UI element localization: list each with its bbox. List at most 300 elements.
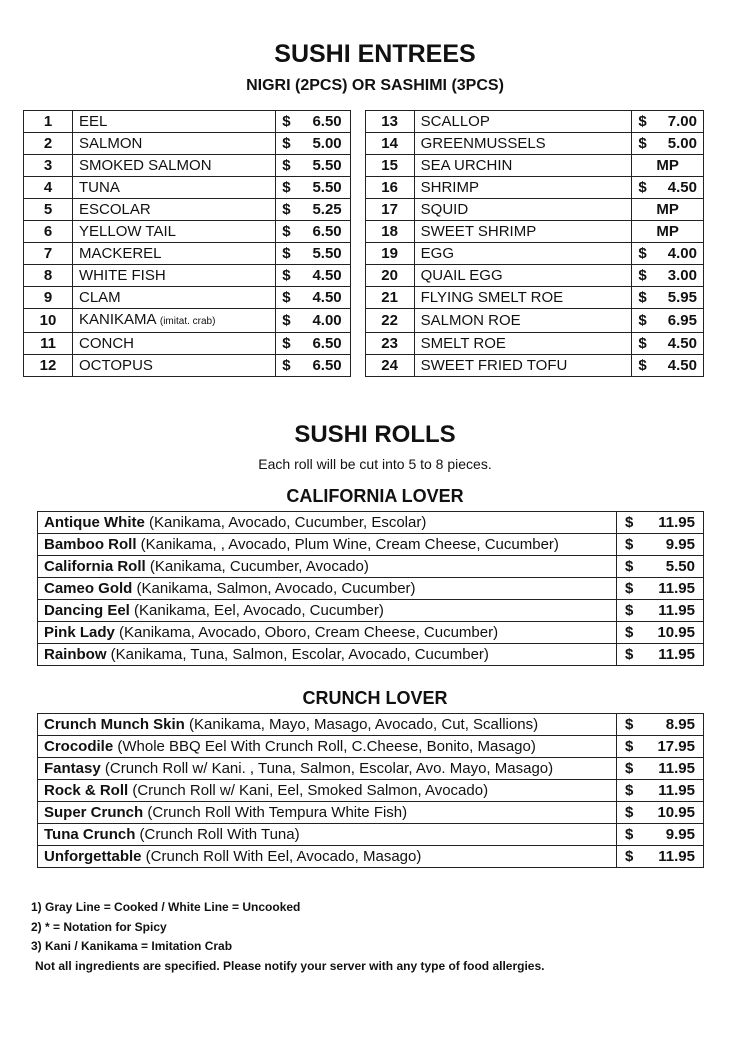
entree-price-wrap <box>282 199 341 220</box>
roll-price-wrap <box>625 824 695 845</box>
roll-description <box>38 780 617 802</box>
entree-price-value: 4.50 <box>312 267 342 284</box>
entree-price <box>276 133 350 155</box>
entree-gap <box>350 133 365 155</box>
entree-price <box>632 265 704 287</box>
entree-number: 12 <box>24 355 73 377</box>
entree-price-value: 4.50 <box>667 335 697 352</box>
roll-currency: $ <box>625 760 634 777</box>
entree-price <box>632 243 704 265</box>
entree-currency: $ <box>282 245 291 262</box>
roll-price-wrap <box>625 578 695 599</box>
entree-price-value: MP <box>656 223 679 240</box>
entree-name-text: SMOKED SALMON <box>79 157 212 174</box>
entree-name: SALMON ROE <box>414 309 632 333</box>
entree-price-wrap <box>282 111 341 132</box>
crunch-lover-heading: CRUNCH LOVER <box>302 688 448 708</box>
entree-row <box>24 355 704 377</box>
entree-currency: $ <box>282 179 291 196</box>
roll-row <box>38 780 704 802</box>
roll-ingredients: (Whole BBQ Eel With Crunch Roll, C.Cheese, Bonito, Masago) <box>113 738 536 755</box>
entree-price-wrap <box>638 177 697 198</box>
roll-currency: $ <box>625 782 634 799</box>
entree-currency: $ <box>638 245 647 262</box>
entree-gap <box>350 287 365 309</box>
roll-name: Crocodile <box>44 738 114 755</box>
entree-name: SEA URCHIN <box>414 155 632 177</box>
entree-gap <box>350 243 365 265</box>
roll-price-wrap <box>625 622 695 643</box>
roll-name: Super Crunch <box>44 804 144 821</box>
roll-ingredients: (Kanikama, Avocado, Cucumber, Escolar) <box>144 514 427 531</box>
entree-number: 7 <box>24 243 73 265</box>
roll-currency: $ <box>625 826 634 843</box>
roll-price-wrap <box>625 758 695 779</box>
entree-number: 19 <box>365 243 414 265</box>
roll-row <box>38 578 704 600</box>
footnote-kani: 3) Kani / Kanikama = Imitation Crab <box>31 939 233 953</box>
roll-ingredients: (Crunch Roll w/ Kani, Eel, Smoked Salmon, Avocado) <box>128 782 489 799</box>
entree-row <box>24 133 704 155</box>
entree-number: 17 <box>365 199 414 221</box>
roll-description <box>38 622 617 644</box>
entree-price-value: MP <box>656 201 679 218</box>
roll-ingredients: (Kanikama, Salmon, Avocado, Cucumber) <box>132 580 416 597</box>
roll-row <box>38 736 704 758</box>
sushi-entrees-subtitle: NIGRI (2PCS) OR SASHIMI (3PCS) <box>246 77 504 94</box>
entree-number: 23 <box>365 333 414 355</box>
entree-gap <box>350 199 365 221</box>
entree-number: 11 <box>24 333 73 355</box>
sushi-rolls-note: Each roll will be cut into 5 to 8 pieces. <box>258 456 492 472</box>
entree-price <box>276 333 350 355</box>
roll-price-value: 10.95 <box>657 624 695 641</box>
entree-number: 5 <box>24 199 73 221</box>
roll-name: Unforgettable <box>44 848 142 865</box>
roll-description <box>38 824 617 846</box>
roll-description <box>38 534 617 556</box>
entree-name: SQUID <box>414 199 632 221</box>
roll-price-value: 11.95 <box>658 760 695 777</box>
entree-number: 6 <box>24 221 73 243</box>
roll-currency: $ <box>625 558 634 575</box>
entree-row <box>24 287 704 309</box>
entree-currency: $ <box>638 113 647 130</box>
entree-name: FLYING SMELT ROE <box>414 287 632 309</box>
roll-currency: $ <box>625 848 634 865</box>
roll-price-wrap <box>625 512 695 533</box>
roll-price <box>617 758 704 780</box>
entree-price-wrap <box>282 243 341 264</box>
entree-price-value: 5.50 <box>312 179 342 196</box>
entree-price-value: 5.00 <box>667 135 697 152</box>
entree-name <box>73 199 276 221</box>
roll-ingredients: (Crunch Roll With Eel, Avocado, Masago) <box>141 848 422 865</box>
entree-name: SWEET FRIED TOFU <box>414 355 632 377</box>
roll-price-value: 11.95 <box>658 848 695 865</box>
roll-row <box>38 846 704 868</box>
allergy-notice: Not all ingredients are specified. Please notify your server with any type of food allergies. <box>35 958 545 973</box>
entree-gap <box>350 355 365 377</box>
entree-gap <box>350 309 365 333</box>
entree-price-wrap <box>282 177 341 198</box>
roll-description <box>38 802 617 824</box>
roll-price-wrap <box>625 556 695 577</box>
roll-price <box>617 622 704 644</box>
entree-currency: $ <box>282 357 291 374</box>
entree-price <box>276 221 350 243</box>
footnote-cooked: 1) Gray Line = Cooked / White Line = Uncooked <box>31 900 301 914</box>
entree-currency: $ <box>282 113 291 130</box>
entree-currency: $ <box>282 135 291 152</box>
roll-price-wrap <box>625 736 695 757</box>
entree-price-value: 5.00 <box>312 135 342 152</box>
roll-currency: $ <box>625 580 634 597</box>
roll-price <box>617 846 704 868</box>
entree-price-value: 4.50 <box>667 357 697 374</box>
entree-price <box>276 199 350 221</box>
roll-price-value: 17.95 <box>657 738 695 755</box>
entree-price <box>632 111 704 133</box>
roll-price-value: 10.95 <box>657 804 695 821</box>
entree-name: GREENMUSSELS <box>414 133 632 155</box>
entree-price-value: 3.00 <box>667 267 697 284</box>
entree-price-value: 5.50 <box>312 157 342 174</box>
roll-price <box>617 714 704 736</box>
entree-price-value: MP <box>656 157 679 174</box>
california-lover-heading: CALIFORNIA LOVER <box>286 486 464 506</box>
roll-row <box>38 556 704 578</box>
roll-price-value: 11.95 <box>658 782 695 799</box>
entree-name: SCALLOP <box>414 111 632 133</box>
roll-name: Rock & Roll <box>44 782 129 799</box>
roll-currency: $ <box>625 716 634 733</box>
roll-price-wrap <box>625 534 695 555</box>
entree-price-value: 4.50 <box>312 289 342 306</box>
entree-number: 8 <box>24 265 73 287</box>
roll-price-wrap <box>625 780 695 801</box>
entree-row <box>24 111 704 133</box>
roll-description <box>38 846 617 868</box>
entree-price <box>632 133 704 155</box>
entree-row <box>24 243 704 265</box>
entree-price <box>276 265 350 287</box>
entree-currency: $ <box>282 201 291 218</box>
entree-gap <box>350 265 365 287</box>
entree-currency: $ <box>638 289 647 306</box>
entree-price-value: 4.00 <box>312 312 342 329</box>
roll-row <box>38 644 704 666</box>
entree-row <box>24 265 704 287</box>
entree-currency: $ <box>282 335 291 352</box>
entree-gap <box>350 221 365 243</box>
entree-price-wrap <box>638 333 697 354</box>
roll-currency: $ <box>625 536 634 553</box>
entree-price-value: 5.50 <box>312 245 342 262</box>
roll-name: Crunch Munch Skin <box>44 716 185 733</box>
entree-name-text: TUNA <box>79 179 120 196</box>
roll-currency: $ <box>625 646 634 663</box>
entree-row <box>24 199 704 221</box>
roll-name: California Roll <box>44 558 146 575</box>
roll-price <box>617 556 704 578</box>
entree-number: 21 <box>365 287 414 309</box>
sushi-rolls-title: SUSHI ROLLS <box>294 421 456 448</box>
roll-ingredients: (Kanikama, Cucumber, Avocado) <box>145 558 369 575</box>
entree-price-wrap <box>282 155 341 176</box>
entree-price-value: 5.95 <box>667 289 697 306</box>
entree-price <box>632 309 704 333</box>
roll-name: Tuna Crunch <box>44 826 136 843</box>
roll-price <box>617 736 704 758</box>
entree-price-wrap <box>282 287 341 308</box>
entree-name <box>73 355 276 377</box>
entree-name <box>73 221 276 243</box>
roll-description <box>38 578 617 600</box>
entree-currency: $ <box>638 357 647 374</box>
entree-price-value: 6.50 <box>312 223 342 240</box>
sushi-entrees-table <box>23 110 704 377</box>
entree-name <box>73 133 276 155</box>
entree-price <box>276 155 350 177</box>
entree-name-text: WHITE FISH <box>79 267 166 284</box>
entree-price-wrap <box>282 355 341 376</box>
entree-name <box>73 265 276 287</box>
entree-currency: $ <box>638 267 647 284</box>
entree-price-wrap <box>638 265 697 286</box>
entree-currency: $ <box>282 267 291 284</box>
entree-number: 2 <box>24 133 73 155</box>
entree-number: 18 <box>365 221 414 243</box>
entree-name-text: ESCOLAR <box>79 201 151 218</box>
roll-row <box>38 824 704 846</box>
entree-price <box>632 221 704 243</box>
entree-price-wrap <box>638 287 697 308</box>
entree-price-value: 6.95 <box>667 312 697 329</box>
entree-currency: $ <box>282 312 291 329</box>
roll-currency: $ <box>625 624 634 641</box>
entree-currency: $ <box>282 289 291 306</box>
roll-price-value: 8.95 <box>665 716 695 733</box>
roll-description <box>38 556 617 578</box>
entree-name-text: YELLOW TAIL <box>79 223 176 240</box>
entree-price <box>276 111 350 133</box>
entree-price-wrap <box>282 310 341 331</box>
entree-price <box>632 333 704 355</box>
roll-name: Cameo Gold <box>44 580 133 597</box>
entree-price-value: 4.50 <box>667 179 697 196</box>
roll-currency: $ <box>625 602 634 619</box>
entree-name-text: EEL <box>79 113 108 130</box>
entree-name-text: KANIKAMA <box>79 311 156 328</box>
entree-row <box>24 333 704 355</box>
entree-number: 4 <box>24 177 73 199</box>
entree-price-wrap <box>282 221 341 242</box>
roll-price <box>617 802 704 824</box>
entree-gap <box>350 155 365 177</box>
entree-number: 16 <box>365 177 414 199</box>
roll-name: Dancing Eel <box>44 602 130 619</box>
roll-currency: $ <box>625 514 634 531</box>
entree-name: SHRIMP <box>414 177 632 199</box>
entree-price-wrap <box>282 133 341 154</box>
roll-price <box>617 824 704 846</box>
entree-number: 22 <box>365 309 414 333</box>
entree-price-wrap <box>282 333 341 354</box>
entree-price <box>632 177 704 199</box>
footnotes <box>31 898 544 976</box>
roll-name: Antique White <box>44 514 145 531</box>
crunch-lover-table <box>37 713 704 868</box>
entree-price-value: 6.50 <box>312 357 342 374</box>
roll-ingredients: (Kanikama, Tuna, Salmon, Escolar, Avocado, Cucumber) <box>106 646 489 663</box>
roll-row <box>38 758 704 780</box>
entree-price-wrap <box>638 243 697 264</box>
roll-price-value: 11.95 <box>658 646 695 663</box>
entree-price-value: 6.50 <box>312 113 342 130</box>
entree-price <box>276 309 350 333</box>
roll-row <box>38 802 704 824</box>
footnote-spicy: 2) * = Notation for Spicy <box>31 919 167 934</box>
entree-price-wrap <box>638 355 697 376</box>
roll-currency: $ <box>625 738 634 755</box>
entree-number: 10 <box>24 309 73 333</box>
entree-name: SMELT ROE <box>414 333 632 355</box>
roll-ingredients: (Crunch Roll With Tempura White Fish) <box>143 804 408 821</box>
entree-name <box>73 177 276 199</box>
roll-price <box>617 534 704 556</box>
entree-price-value: 4.00 <box>667 245 697 262</box>
roll-name: Fantasy <box>44 760 101 777</box>
entree-price-wrap <box>638 310 697 331</box>
roll-price <box>617 780 704 802</box>
entree-name <box>73 243 276 265</box>
entree-price-wrap <box>282 265 341 286</box>
roll-row <box>38 714 704 736</box>
roll-price-value: 5.50 <box>665 558 695 575</box>
entree-number: 9 <box>24 287 73 309</box>
entree-number: 14 <box>365 133 414 155</box>
entree-currency: $ <box>282 223 291 240</box>
roll-ingredients: (Crunch Roll With Tuna) <box>135 826 300 843</box>
entree-price-wrap <box>638 133 697 154</box>
roll-description <box>38 512 617 534</box>
roll-price-wrap <box>625 644 695 665</box>
entree-price <box>276 243 350 265</box>
entree-price <box>276 177 350 199</box>
entree-number: 20 <box>365 265 414 287</box>
entree-currency: $ <box>638 179 647 196</box>
entree-price-value: 5.25 <box>312 201 342 218</box>
entree-price <box>632 155 704 177</box>
entree-price-value: 6.50 <box>312 335 342 352</box>
entree-name: SWEET SHRIMP <box>414 221 632 243</box>
roll-price-value: 9.95 <box>665 536 695 553</box>
roll-price-wrap <box>625 714 695 735</box>
roll-price-wrap <box>625 600 695 621</box>
entree-name: EGG <box>414 243 632 265</box>
entree-name-text: SALMON <box>79 135 143 152</box>
roll-price <box>617 512 704 534</box>
roll-price-value: 11.95 <box>658 580 695 597</box>
entree-price <box>632 199 704 221</box>
entree-name <box>73 333 276 355</box>
entree-price <box>276 355 350 377</box>
entree-row <box>24 221 704 243</box>
entree-name-note: (imitat. crab) <box>159 316 216 327</box>
roll-description <box>38 736 617 758</box>
roll-ingredients: (Kanikama, Mayo, Masago, Avocado, Cut, Scallions) <box>184 716 539 733</box>
entree-row <box>24 177 704 199</box>
entree-row <box>24 155 704 177</box>
entree-gap <box>350 111 365 133</box>
roll-row <box>38 622 704 644</box>
roll-row <box>38 534 704 556</box>
entree-currency: $ <box>638 335 647 352</box>
entree-price <box>632 287 704 309</box>
roll-price <box>617 600 704 622</box>
entree-name <box>73 287 276 309</box>
entree-name <box>73 155 276 177</box>
entree-number: 1 <box>24 111 73 133</box>
entree-name-text: MACKEREL <box>79 245 162 262</box>
roll-ingredients: (Kanikama, Avocado, Oboro, Cream Cheese, Cucumber) <box>114 624 499 641</box>
entree-name-text: OCTOPUS <box>79 357 153 374</box>
entree-name: QUAIL EGG <box>414 265 632 287</box>
roll-description <box>38 600 617 622</box>
entree-number: 13 <box>365 111 414 133</box>
roll-price <box>617 644 704 666</box>
roll-price-value: 11.95 <box>658 602 695 619</box>
entree-price-wrap <box>638 111 697 132</box>
roll-description <box>38 644 617 666</box>
california-lover-table <box>37 511 704 666</box>
roll-name: Pink Lady <box>44 624 115 641</box>
roll-description <box>38 758 617 780</box>
entree-number: 15 <box>365 155 414 177</box>
sushi-entrees-title: SUSHI ENTREES <box>274 40 476 68</box>
roll-description <box>38 714 617 736</box>
entree-name-text: CLAM <box>79 289 121 306</box>
roll-row <box>38 512 704 534</box>
roll-price-value: 11.95 <box>658 514 695 531</box>
roll-name: Bamboo Roll <box>44 536 137 553</box>
entree-currency: $ <box>282 157 291 174</box>
entree-gap <box>350 333 365 355</box>
roll-price-wrap <box>625 802 695 823</box>
roll-row <box>38 600 704 622</box>
entree-price <box>276 287 350 309</box>
entree-currency: $ <box>638 135 647 152</box>
roll-name: Rainbow <box>44 646 107 663</box>
roll-ingredients: (Kanikama, , Avocado, Plum Wine, Cream Cheese, Cucumber) <box>136 536 559 553</box>
entree-price <box>632 355 704 377</box>
entree-name-text: CONCH <box>79 335 134 352</box>
entree-number: 24 <box>365 355 414 377</box>
roll-price-wrap <box>625 846 695 867</box>
roll-currency: $ <box>625 804 634 821</box>
entree-number: 3 <box>24 155 73 177</box>
entree-price-value: 7.00 <box>667 113 697 130</box>
roll-ingredients: (Kanikama, Eel, Avocado, Cucumber) <box>129 602 384 619</box>
entree-gap <box>350 177 365 199</box>
roll-price <box>617 578 704 600</box>
entree-currency: $ <box>638 312 647 329</box>
entree-name <box>73 309 276 333</box>
entree-name <box>73 111 276 133</box>
roll-ingredients: (Crunch Roll w/ Kani. , Tuna, Salmon, Escolar, Avo. Mayo, Masago) <box>100 760 554 777</box>
roll-price-value: 9.95 <box>665 826 695 843</box>
